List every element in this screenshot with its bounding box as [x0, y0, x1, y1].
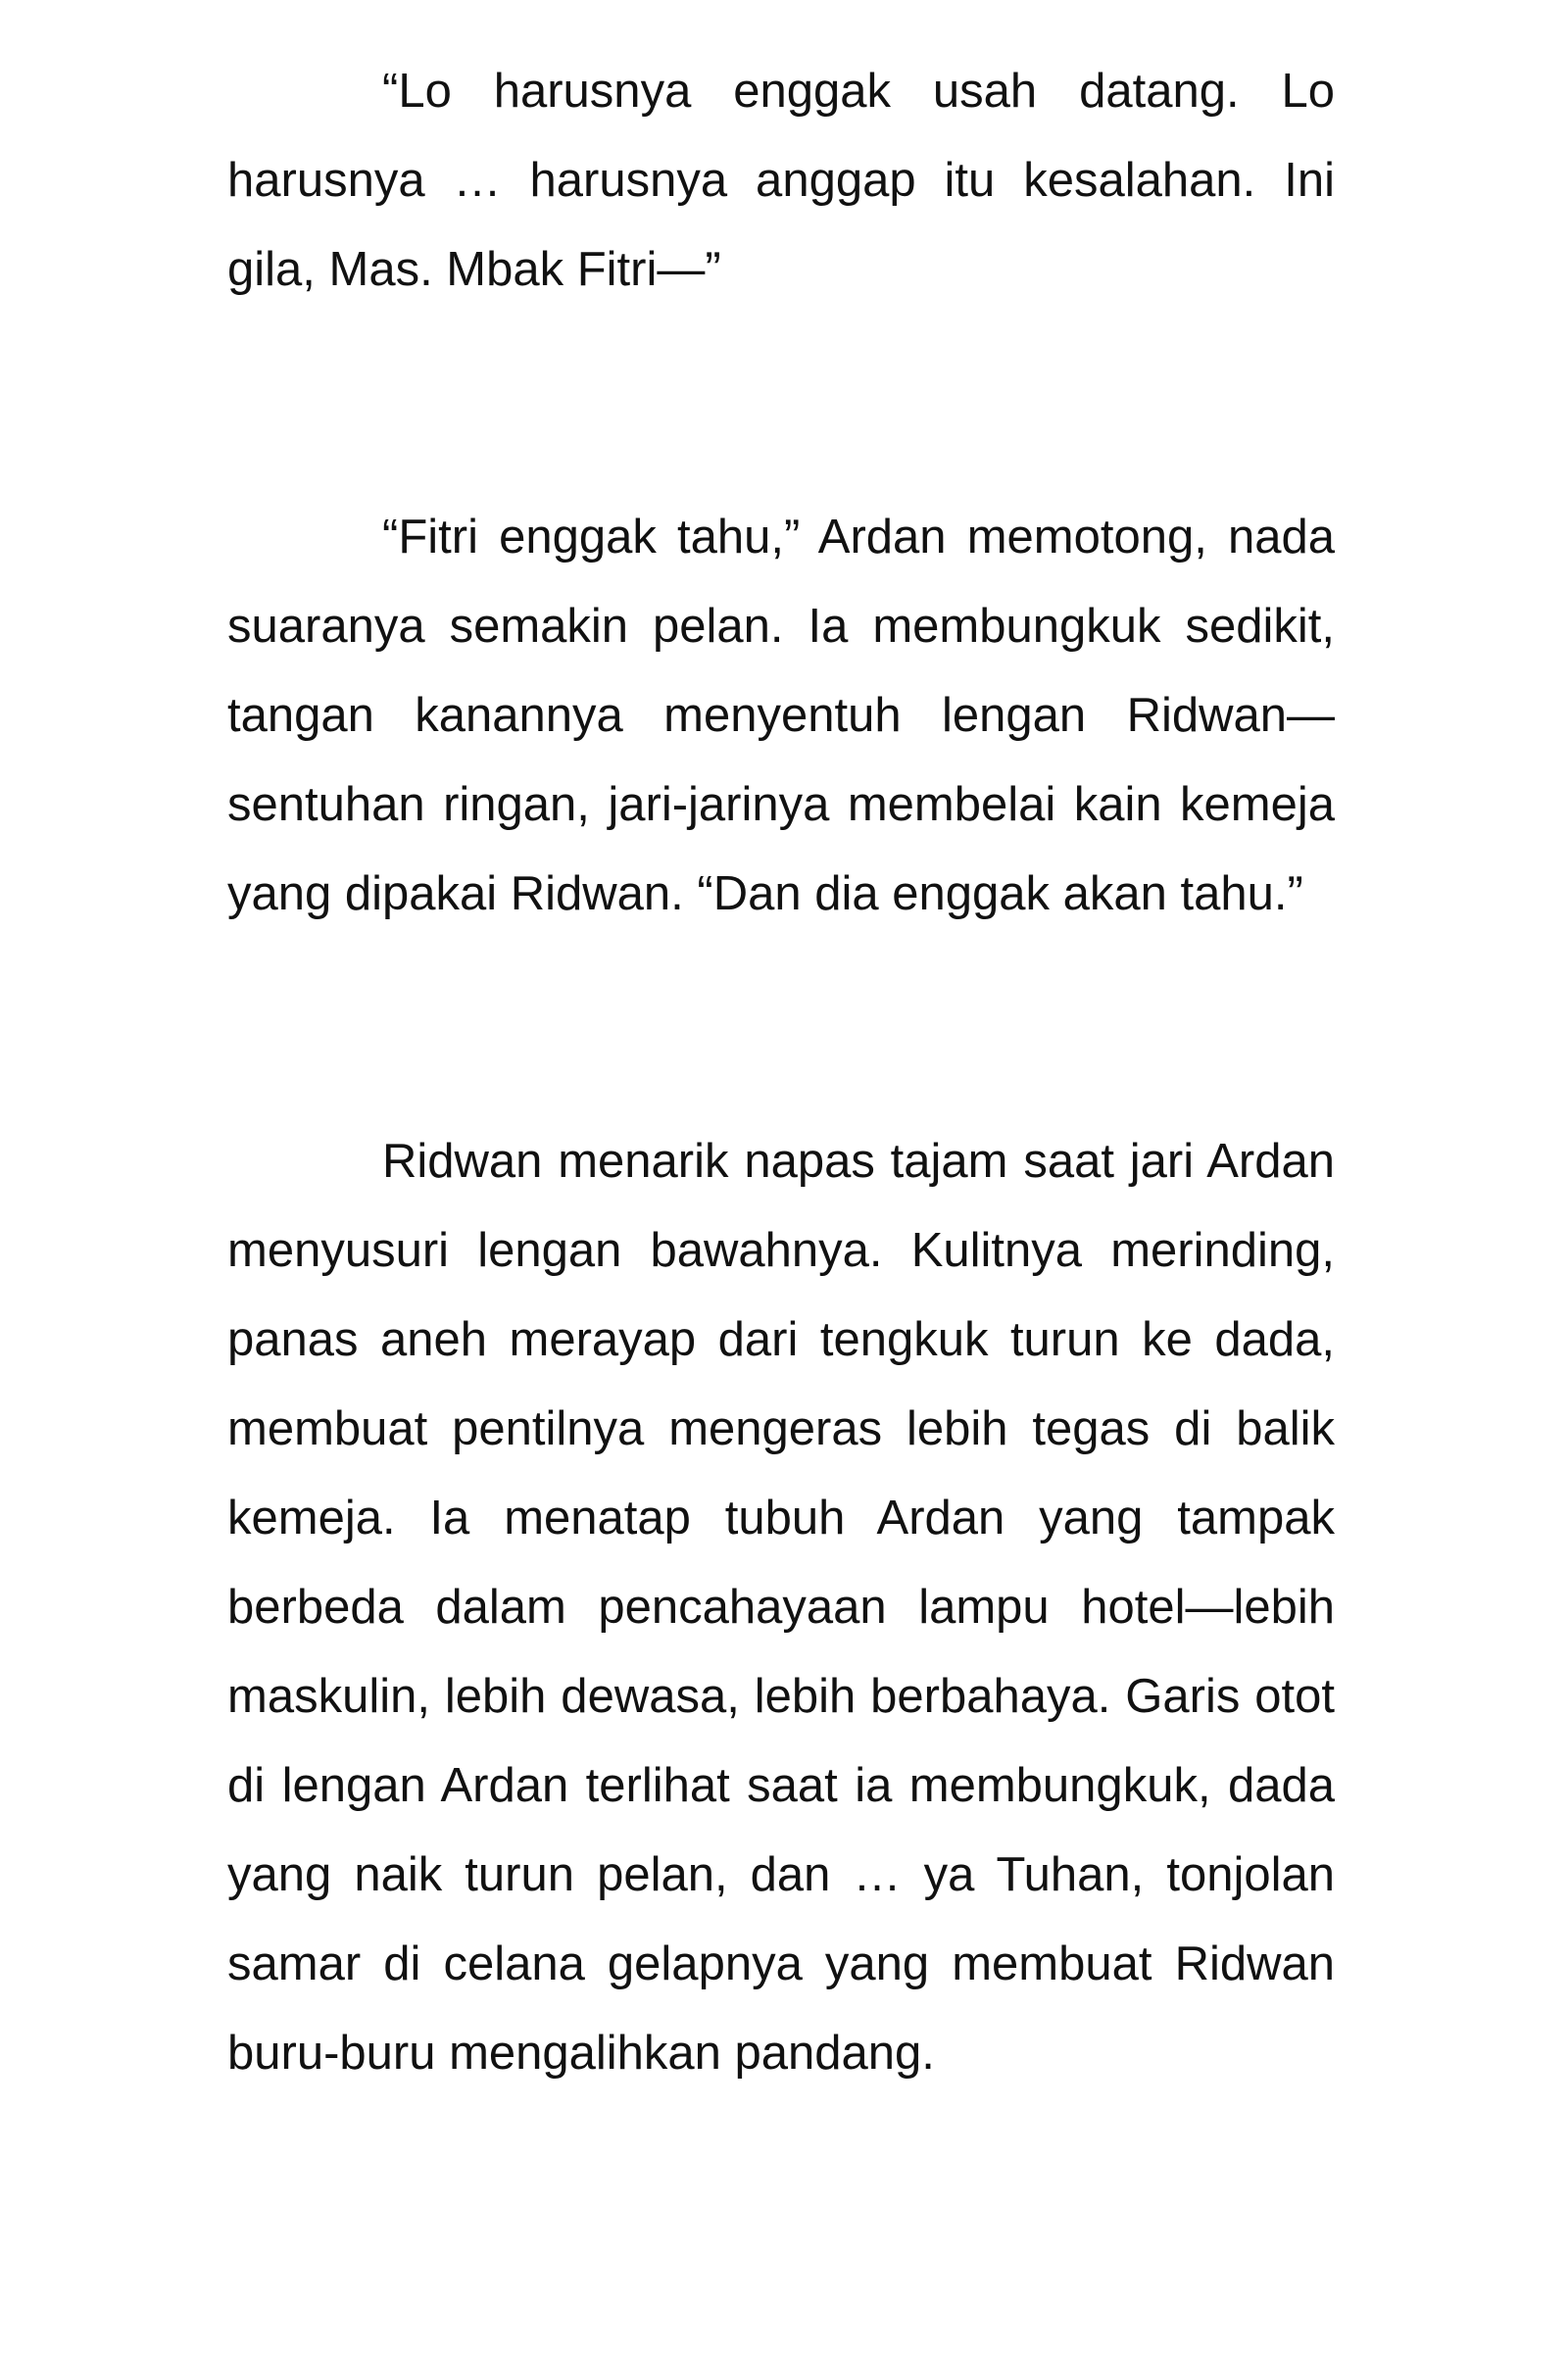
- paragraph-3: Ridwan menarik napas tajam saat jari Ardan menyusuri lengan bawahnya. Kulitnya merinding, panas aneh merayap dari tengkuk turun ke dada, membuat pentilnya mengeras lebih tegas di balik kemeja. Ia menatap tubuh Ardan yang tampak berbeda dalam pencahayaan lampu hotel—lebih maskulin, lebih dewasa, lebih berbahaya. Garis otot di lengan Ardan terlihat saat ia membungkuk, dada yang naik turun pelan, dan … ya Tuhan, tonjolan samar di celana gelapnya yang membuat Ridwan buru-buru mengalihkan pandang.: [227, 1135, 1335, 2080]
- document-page: [227, 47, 1335, 2098]
- paragraph-2: “Fitri enggak tahu,” Ardan memotong, nada suaranya semakin pelan. Ia membungkuk sedikit, tangan kanannya menyentuh lengan Ridwan—sentuhan ringan, jari-jarinya membelai kain kemeja yang dipakai Ridwan. “Dan dia enggak akan tahu.”: [227, 511, 1335, 920]
- paragraph-gap: [227, 939, 1335, 1117]
- paragraph-1: “Lo harusnya enggak usah datang. Lo harusnya … harusnya anggap itu kesalahan. Ini gila, Mas. Mbak Fitri—”: [227, 65, 1335, 296]
- paragraph-gap: [227, 315, 1335, 493]
